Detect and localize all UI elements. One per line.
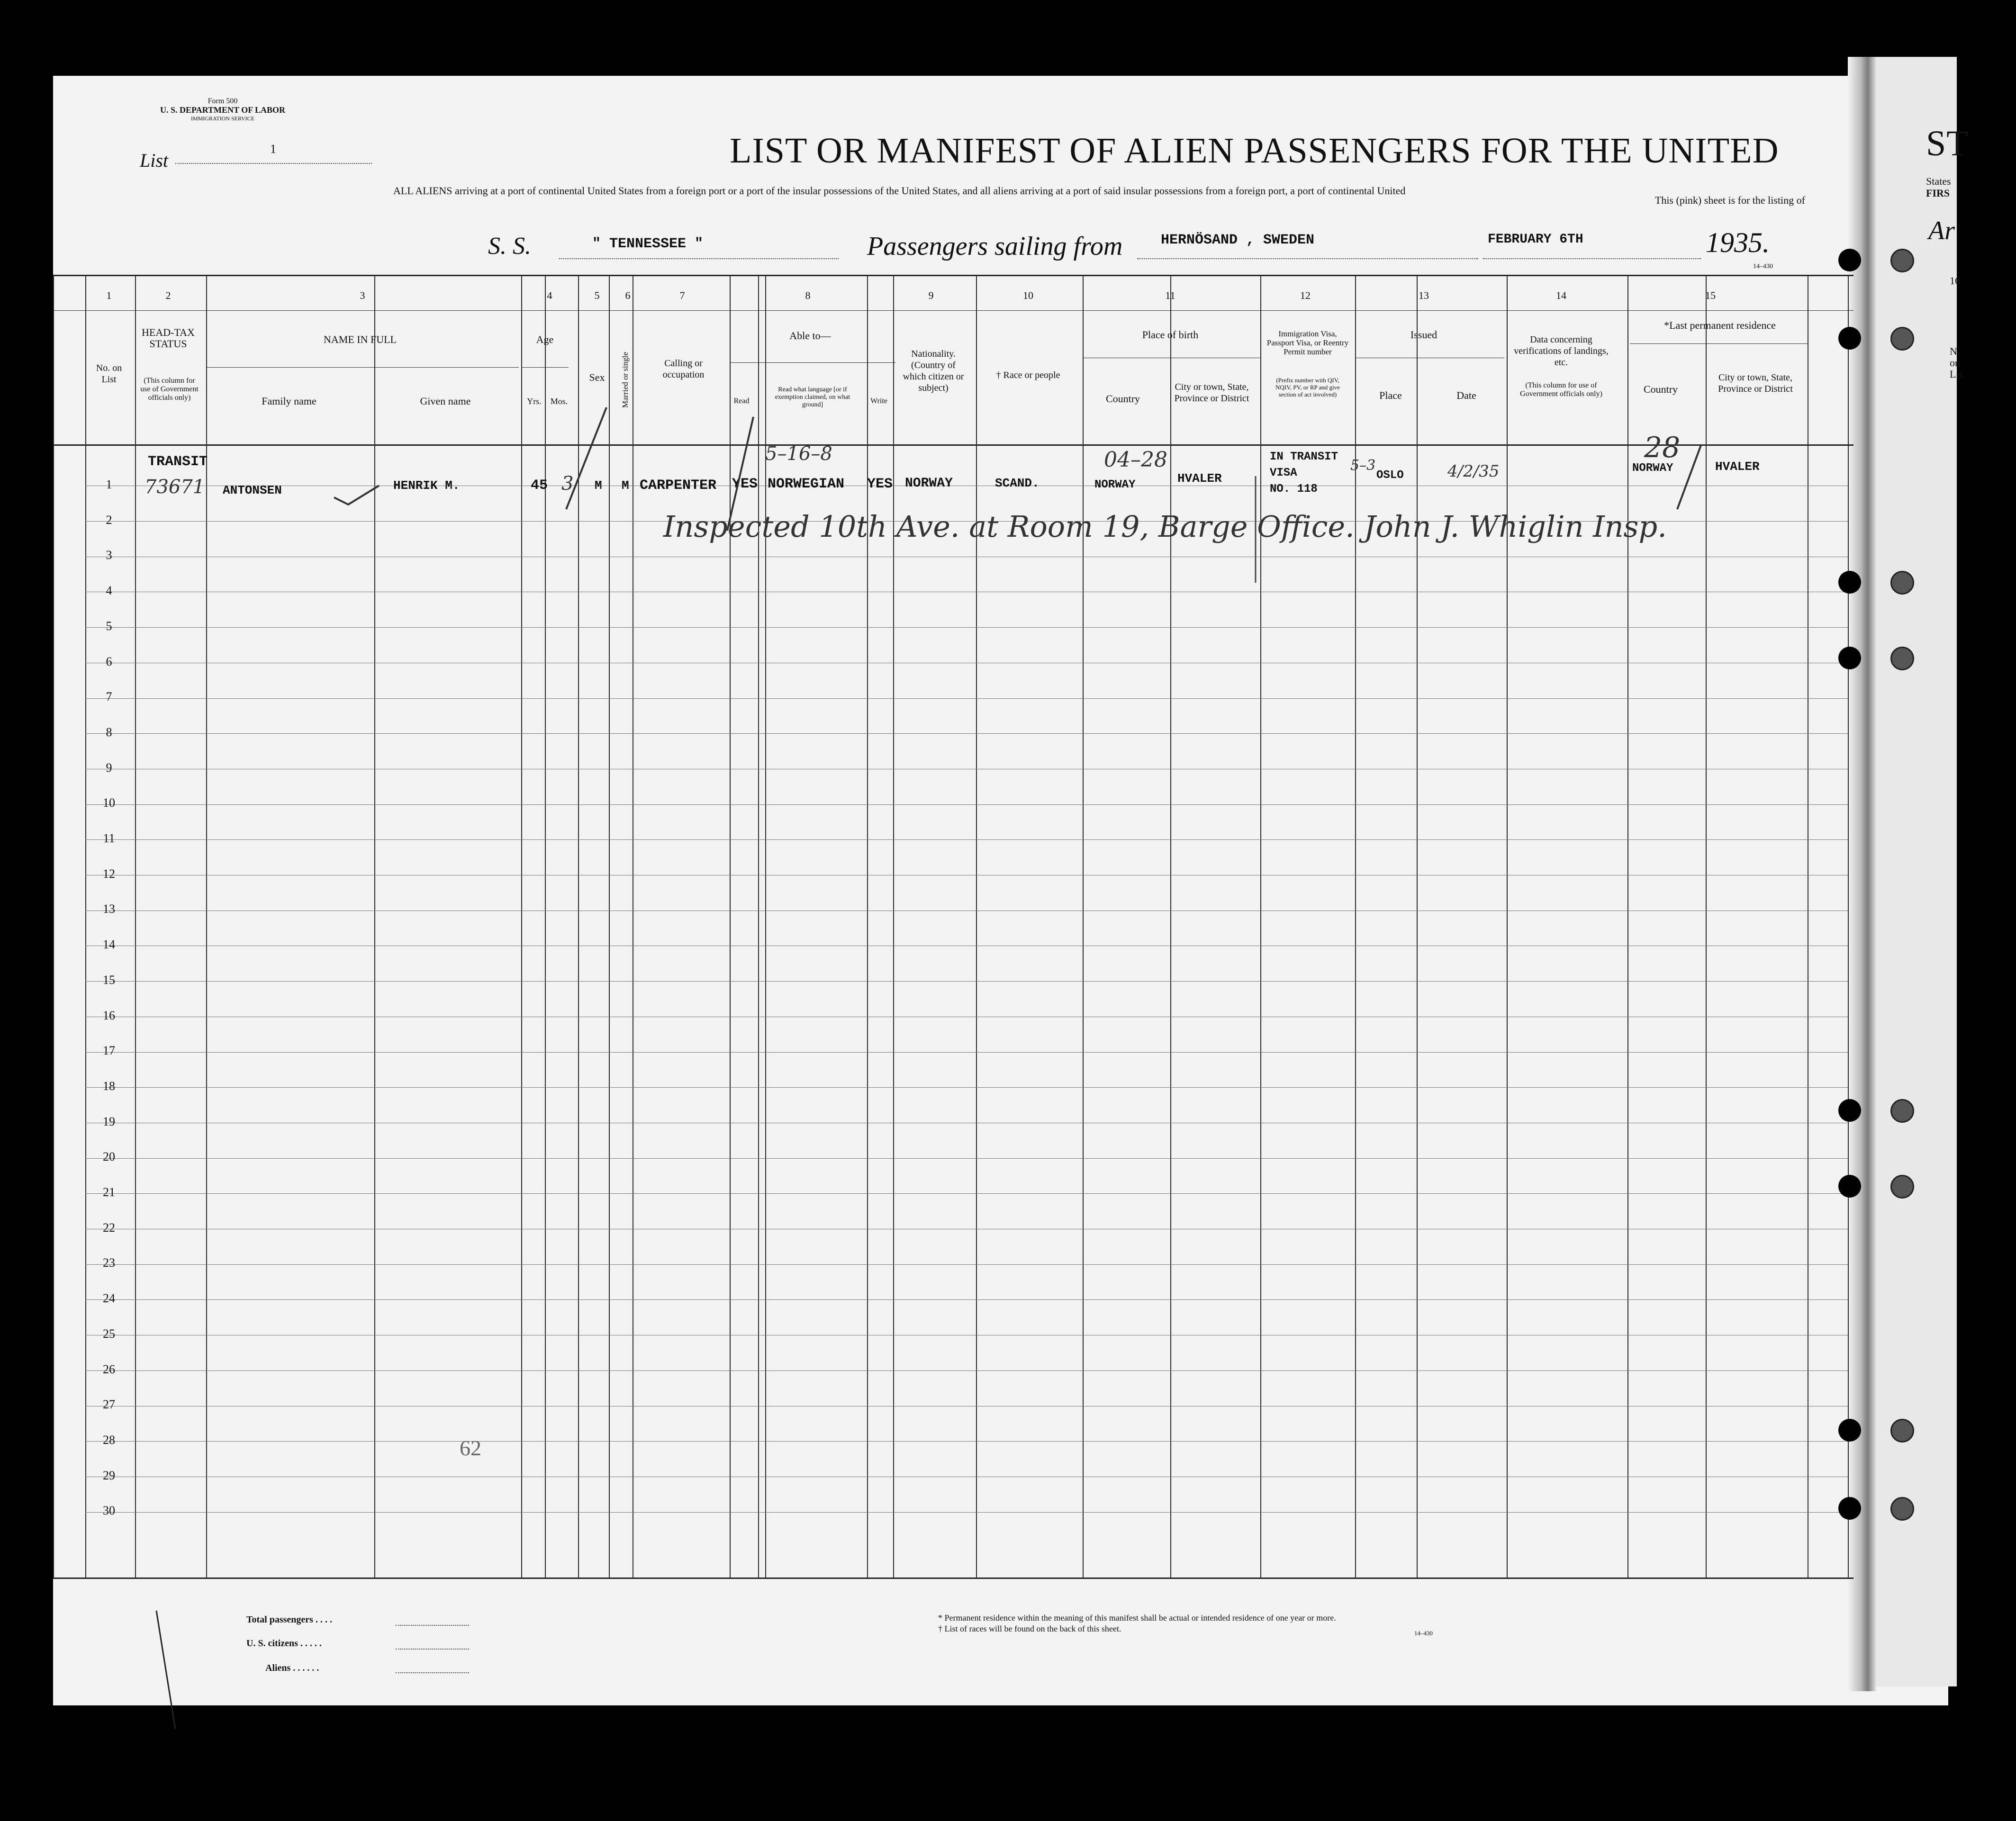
slash-mark-3	[1677, 445, 1701, 509]
footer-total-line	[396, 1625, 469, 1626]
entry-write: YES	[867, 476, 893, 492]
row-number: 22	[103, 1220, 115, 1235]
row-number: 19	[103, 1114, 115, 1128]
footer-citizens-label: U. S. citizens	[246, 1638, 298, 1649]
footer-note-2: † List of races will be found on the back of this sheet.	[938, 1624, 1121, 1633]
punch-hole	[1890, 1497, 1914, 1521]
footer-citizens-line	[396, 1649, 469, 1650]
punch-hole	[1890, 249, 1914, 272]
year: 1935.	[1706, 227, 1770, 258]
row-number: 10	[103, 796, 115, 810]
col-num-11: 11	[1165, 289, 1175, 301]
row-number: 28	[103, 1433, 115, 1447]
entry-visa-line-3: NO. 118	[1270, 483, 1318, 496]
col-num-6: 6	[625, 289, 631, 301]
entry-res-city: HVALER	[1715, 460, 1760, 474]
row-number: 2	[106, 513, 112, 527]
row-number: 3	[106, 548, 112, 562]
next-page-no-on-list	[1950, 346, 1963, 380]
col-num-3: 3	[360, 289, 365, 301]
punch-hole	[1838, 327, 1861, 350]
header-landings-note: (This column for use of Government officials only)	[1520, 381, 1602, 398]
entry-visa-line-1: IN TRANSIT	[1270, 451, 1338, 463]
punch-hole	[1890, 327, 1914, 351]
col-num-12: 12	[1300, 289, 1311, 301]
col-num-13: 13	[1419, 289, 1429, 301]
punch-hole	[1890, 1175, 1914, 1199]
subtitle-line-1: ALL ALIENS arriving at a port of continental United States from a foreign port or a port of the insular possessions of the United States, and all aliens arriving at a port of said insular possessions from a foreign port, a port of continental United	[393, 185, 1406, 197]
ship-prefix: S. S.	[488, 233, 531, 260]
header-visa-note: (Prefix number with QIV, NQIV, PV, or RP and give section of act involved)	[1275, 377, 1340, 398]
header-issued-date: Date	[1456, 389, 1476, 401]
row-number: 8	[106, 725, 112, 739]
entry-visa-line-2: VISA	[1270, 467, 1297, 479]
header-family-name: Family name	[262, 395, 316, 407]
next-page-title-fragment: ST	[1926, 124, 1969, 163]
entry-age-mos: 3	[561, 473, 574, 495]
row-number: 25	[103, 1326, 115, 1341]
entry-language: NORWEGIAN	[768, 476, 845, 492]
col-num-4: 4	[547, 289, 552, 301]
handwritten-birth-note: 04–28	[1104, 448, 1167, 472]
next-page-on: on	[1950, 357, 1960, 369]
punch-hole	[1838, 1099, 1861, 1122]
row-number: 20	[103, 1150, 115, 1164]
handwritten-visa-note: 5–3	[1350, 457, 1376, 474]
col-num-7: 7	[679, 289, 685, 301]
footer-aliens-label: Aliens	[265, 1663, 291, 1673]
list-number: 1	[270, 142, 276, 156]
row-number: 4	[106, 584, 112, 598]
entry-read: YES	[732, 476, 758, 492]
sailing-port: HERNÖSAND , SWEDEN	[1161, 232, 1315, 248]
entry-occupation: CARPENTER	[640, 478, 717, 494]
next-page-col-num: 16	[1950, 275, 1960, 287]
header-mos: Mos.	[550, 397, 568, 406]
entry-head-tax: TRANSIT	[148, 454, 208, 470]
header-write: Write	[870, 397, 887, 405]
punch-hole	[1890, 1099, 1914, 1123]
footer-code: 14–430	[1414, 1630, 1433, 1637]
next-page-no: N	[1950, 345, 1957, 357]
header-head-tax-note: (This column for use of Government officials only)	[140, 377, 199, 402]
sailing-date: FEBRUARY 6TH	[1488, 232, 1583, 247]
handwritten-inspection-note: Inspected 10th Ave. at Room 19, Barge Office. John J. Whiglin Insp.	[663, 509, 1667, 544]
row-number: 11	[103, 831, 115, 845]
row-number: 16	[103, 1008, 115, 1022]
entry-nationality: NORWAY	[905, 476, 953, 491]
entry-birth-city: HVALER	[1177, 471, 1222, 486]
header-name-in-full: NAME IN FULL	[324, 334, 397, 345]
ship-name: " TENNESSEE "	[592, 236, 704, 252]
entry-res-country: NORWAY	[1632, 462, 1673, 475]
stamp-mark: 62	[460, 1436, 481, 1460]
header-landings: Data concerning verifications of landings, etc.	[1514, 334, 1609, 368]
row-number: 24	[103, 1291, 115, 1306]
service: IMMIGRATION SERVICE	[190, 115, 255, 122]
punch-hole	[1838, 571, 1861, 594]
slash-mark-2	[727, 417, 753, 531]
page-title: LIST OR MANIFEST OF ALIEN PASSENGERS FOR THE UNITED	[730, 131, 1779, 171]
row-number: 14	[103, 938, 115, 952]
next-page-first: FIRS	[1926, 187, 1950, 199]
punch-hole	[1838, 1175, 1861, 1198]
header-nationality: Nationality. (Country of which citizen or subject)	[903, 349, 964, 393]
header-calling: Calling or occupation	[662, 358, 705, 380]
handwritten-residence-note: 28	[1644, 431, 1681, 464]
footer-note-1: * Permanent residence within the meaning of this manifest shall be actual or intended residence of one year or more.	[938, 1613, 1336, 1623]
row-number: 5	[106, 619, 112, 633]
header-no-on-list: No. on List	[96, 363, 122, 385]
row-number: 9	[106, 760, 112, 775]
header-age: Age	[536, 334, 554, 345]
col-num-1: 1	[106, 289, 112, 301]
entry-race: SCAND.	[995, 476, 1040, 490]
header-birth-city: City or town, State, Province or District	[1174, 382, 1249, 404]
footer-total-passengers: Total passengers . . . .	[246, 1614, 332, 1625]
header-place-of-birth: Place of birth	[1142, 329, 1199, 341]
footer-aliens: Aliens . . . . . .	[265, 1663, 319, 1673]
next-page-arriving: Ar	[1928, 216, 1955, 245]
header-read-lang: Read what language [or if exemption claimed, on what ground]	[775, 386, 850, 408]
department: U. S. DEPARTMENT OF LABOR	[160, 105, 286, 115]
col-num-14: 14	[1556, 289, 1566, 301]
header-sex: Sex	[589, 371, 605, 383]
sailing-label: Passengers sailing from	[867, 232, 1123, 261]
punch-hole	[1890, 647, 1914, 670]
row-number: 13	[103, 902, 115, 916]
entry-issued-place: OSLO	[1376, 469, 1404, 482]
row-number: 26	[103, 1362, 115, 1376]
header-yrs: Yrs.	[527, 397, 542, 406]
footer-us-citizens: U. S. citizens . . . . .	[246, 1638, 322, 1649]
slash-mark-1	[566, 407, 606, 509]
row-number: 7	[106, 690, 112, 704]
row-number: 21	[103, 1185, 115, 1199]
entry-marital: M	[622, 478, 629, 493]
punch-hole	[1838, 1419, 1861, 1442]
form-number: Form 500	[208, 97, 238, 105]
handwritten-language-note: 5–16–8	[765, 443, 832, 465]
header-issued: Issued	[1410, 329, 1437, 341]
margin-mark	[156, 1611, 175, 1729]
row-number: 30	[103, 1504, 115, 1518]
header-issued-place: Place	[1379, 389, 1402, 401]
form-code-top: 14–430	[1753, 263, 1773, 270]
check-mark-icon	[334, 486, 379, 505]
header-last-residence: *Last permanent residence	[1664, 319, 1776, 331]
entry-birth-country: NORWAY	[1094, 478, 1136, 491]
entry-age-yrs: 45	[531, 478, 548, 494]
header-read: Read	[733, 397, 750, 405]
row-number: 29	[103, 1468, 115, 1482]
row-number: 15	[103, 973, 115, 987]
punch-hole	[1838, 249, 1861, 271]
punch-hole	[1838, 647, 1861, 669]
col-num-15: 15	[1705, 289, 1716, 301]
col-num-5: 5	[594, 289, 600, 301]
entry-issued-date: 4/2/35	[1447, 462, 1500, 481]
header-given-name: Given name	[420, 395, 471, 407]
next-page-states: States	[1926, 175, 1951, 187]
header-res-country: Country	[1643, 383, 1678, 395]
punch-hole	[1890, 1419, 1914, 1442]
footer-total-label: Total passengers	[246, 1614, 313, 1625]
header-head-tax: HEAD-TAX STATUS	[142, 326, 195, 350]
footer-aliens-line	[396, 1672, 469, 1673]
next-page-list: Lis	[1950, 368, 1963, 380]
subtitle-line-2: This (pink) sheet is for the listing of	[1654, 194, 1805, 206]
row-number: 17	[103, 1044, 115, 1058]
row-number: 12	[103, 866, 115, 881]
header-birth-country: Country	[1105, 393, 1140, 405]
entry-given-name: HENRIK M.	[393, 478, 460, 493]
entry-head-tax-number: 73671	[145, 476, 205, 498]
header-able-to: Able to—	[789, 330, 831, 342]
col-num-8: 8	[805, 289, 811, 301]
header-married: Married or single	[621, 352, 630, 408]
col-num-2: 2	[165, 289, 171, 301]
list-label: List	[140, 150, 169, 171]
row-number: 18	[103, 1079, 115, 1093]
entry-sex: M	[595, 478, 602, 493]
row-number: 27	[103, 1397, 115, 1412]
header-visa: Immigration Visa, Passport Visa, or Reentry Permit number	[1266, 329, 1349, 356]
row-number: 23	[103, 1256, 115, 1270]
punch-hole	[1838, 1497, 1861, 1520]
punch-hole	[1890, 571, 1914, 595]
row-number: 6	[106, 654, 112, 668]
col-num-10: 10	[1023, 289, 1033, 301]
col-num-9: 9	[928, 289, 934, 301]
header-res-city: City or town, State, Province or District	[1718, 372, 1793, 394]
header-race: † Race or people	[996, 370, 1060, 380]
row-number: 1	[106, 478, 112, 491]
entry-family-name: ANTONSEN	[223, 483, 282, 497]
